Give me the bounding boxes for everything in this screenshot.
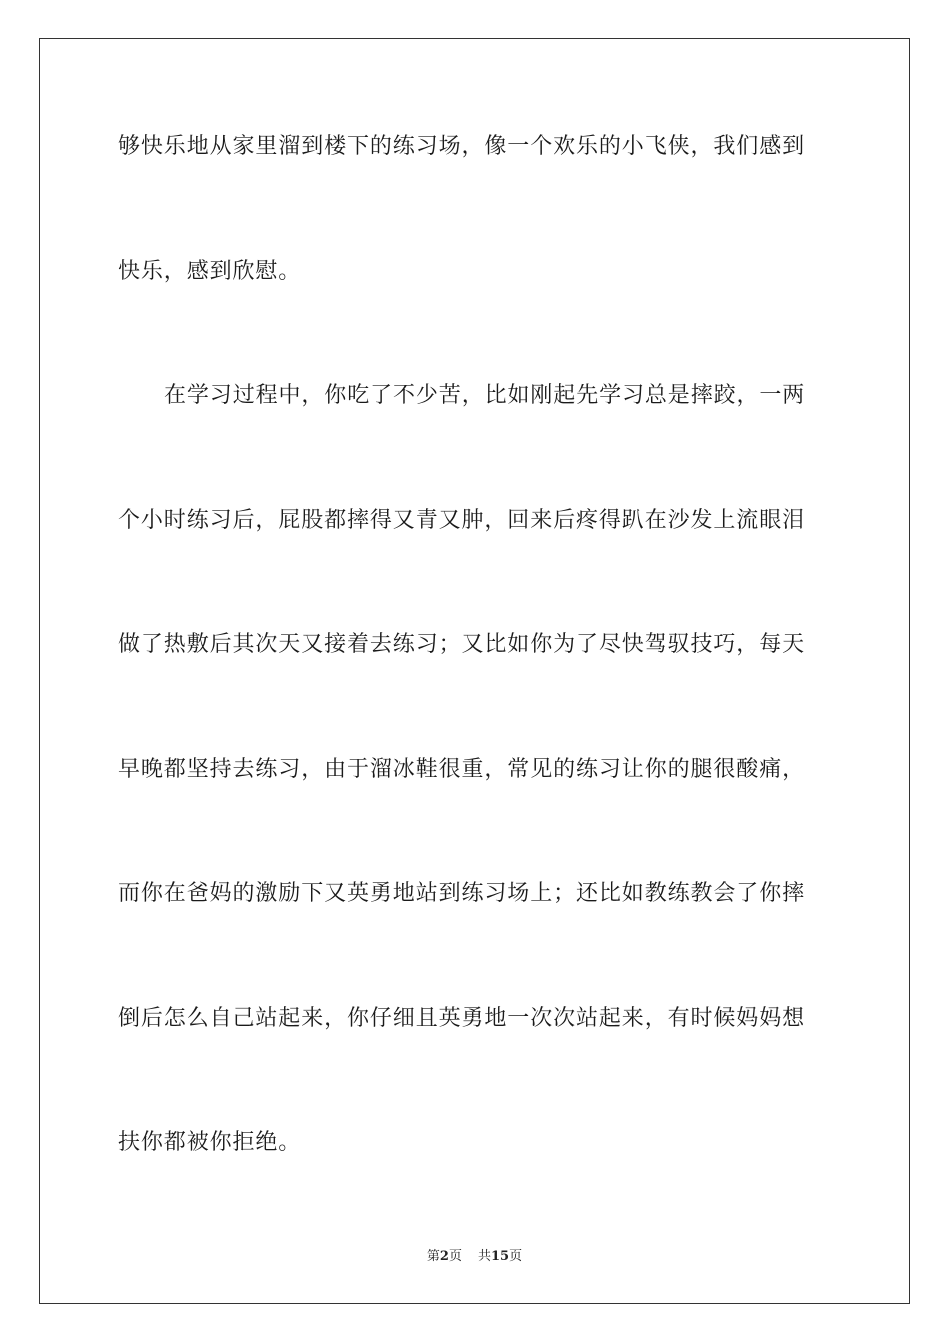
- text-line: 够快乐地从家里溜到楼下的练习场，像一个欢乐的小飞侠，我们感到: [118, 134, 806, 159]
- page-frame: [39, 38, 910, 1304]
- page-suffix: 页: [448, 1249, 462, 1264]
- page-footer: [40, 1245, 909, 1264]
- page-prefix: 第: [426, 1249, 440, 1264]
- text-line: 快乐，感到欣慰。: [118, 258, 302, 284]
- page-number: 2: [439, 1249, 449, 1264]
- text-line: 而你在爸妈的激励下又英勇地站到练习场上；还比如教练教会了你摔: [118, 881, 806, 906]
- total-prefix: 共: [477, 1249, 491, 1264]
- text-line: 倒后怎么自己站起来，你仔细且英勇地一次次站起来，有时候妈妈想: [118, 1005, 806, 1031]
- text-line: 做了热敷后其次天又接着去练习；又比如你为了尽快驾驭技巧，每天: [118, 632, 806, 657]
- text-line: 个小时练习后，屁股都摔得又青又肿，回来后疼得趴在沙发上流眼泪: [118, 507, 806, 533]
- document-body: [118, 135, 834, 1256]
- total-pages: 15: [490, 1249, 510, 1264]
- text-line: 早晚都坚持去练习，由于溜冰鞋很重，常见的练习让你的腿很酸痛，: [118, 756, 806, 782]
- paragraph-first-line: 在学习过程中，你吃了不少苦，比如刚起先学习总是摔跤，一两: [164, 383, 806, 408]
- text-line: 扶你都被你拒绝。: [118, 1130, 302, 1155]
- total-suffix: 页: [509, 1249, 523, 1264]
